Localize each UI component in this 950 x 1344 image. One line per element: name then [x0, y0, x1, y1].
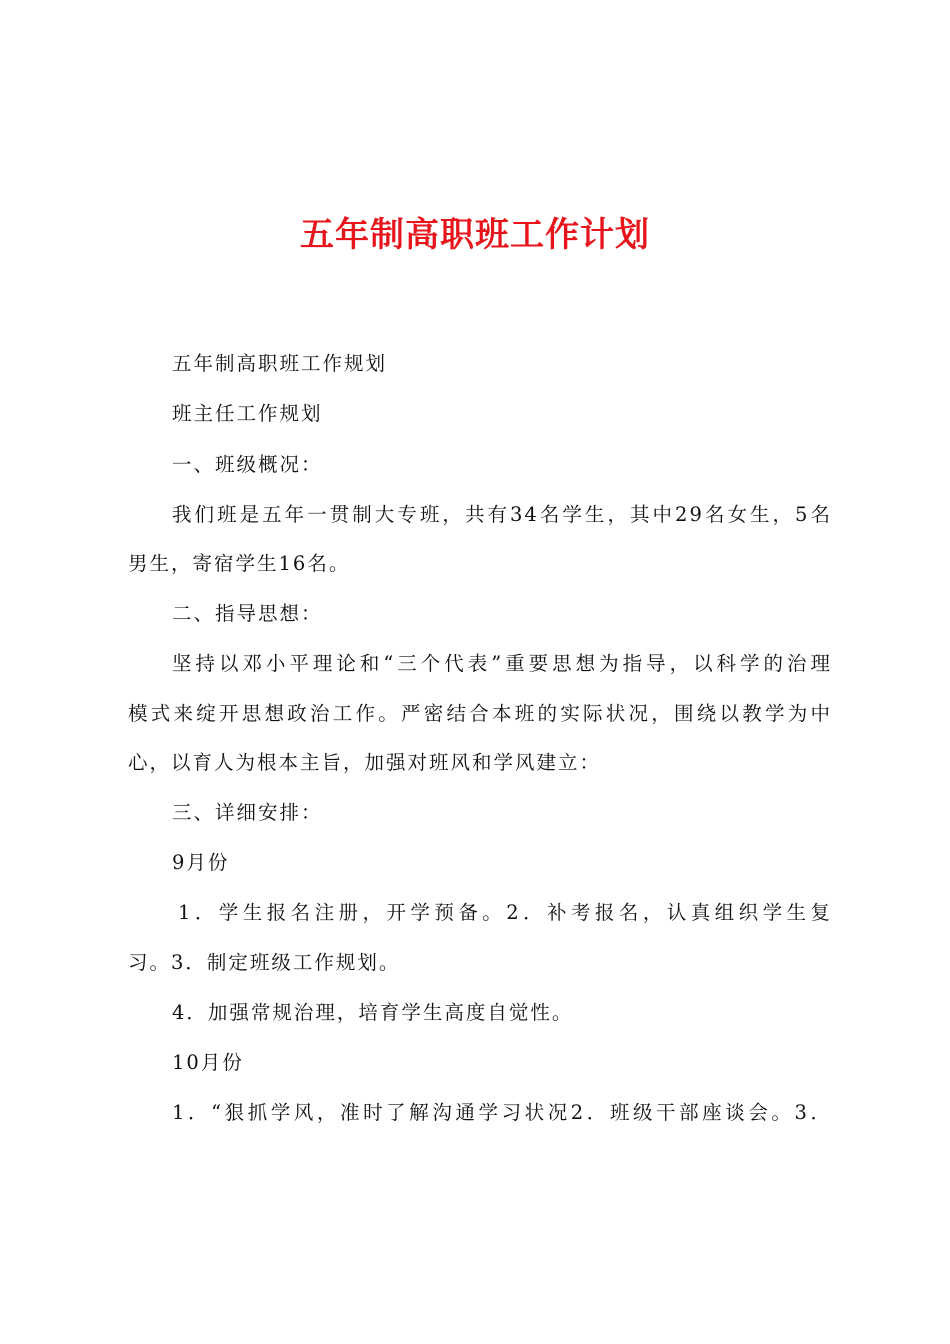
section-heading: 三、详细安排： — [172, 801, 323, 824]
paragraph-line: 男生，寄宿学生16名。 — [128, 552, 351, 575]
paragraph-line: 模式来绽开思想政治工作。严密结合本班的实际状况，围绕以教学为中 — [128, 702, 832, 725]
month-heading: 10月份 — [172, 1051, 244, 1074]
paragraph-line: 1．“狠抓学风，准时了解沟通学习状况2．班级干部座谈会。3． — [172, 1101, 832, 1124]
document-title: 五年制高职班工作计划 — [300, 215, 650, 255]
paragraph-line: 五年制高职班工作规划 — [172, 352, 388, 375]
paragraph-line: 4．加强常规治理，培育学生高度自觉性。 — [172, 1001, 574, 1024]
month-heading: 9月份 — [172, 851, 230, 874]
paragraph-line: 1．学生报名注册，开学预备。2．补考报名，认真组织学生复 — [178, 901, 832, 924]
section-heading: 二、指导思想： — [172, 602, 323, 625]
section-heading: 一、班级概况： — [172, 453, 323, 476]
paragraph-line: 习。3．制定班级工作规划。 — [128, 951, 401, 974]
paragraph-line: 坚持以邓小平理论和“三个代表”重要思想为指导，以科学的治理 — [172, 652, 832, 675]
paragraph-line: 我们班是五年一贯制大专班，共有34名学生，其中29名女生，5名 — [172, 503, 832, 526]
paragraph-line: 班主任工作规划 — [172, 402, 323, 425]
paragraph-line: 心，以育人为根本主旨，加强对班风和学风建立： — [128, 751, 602, 774]
